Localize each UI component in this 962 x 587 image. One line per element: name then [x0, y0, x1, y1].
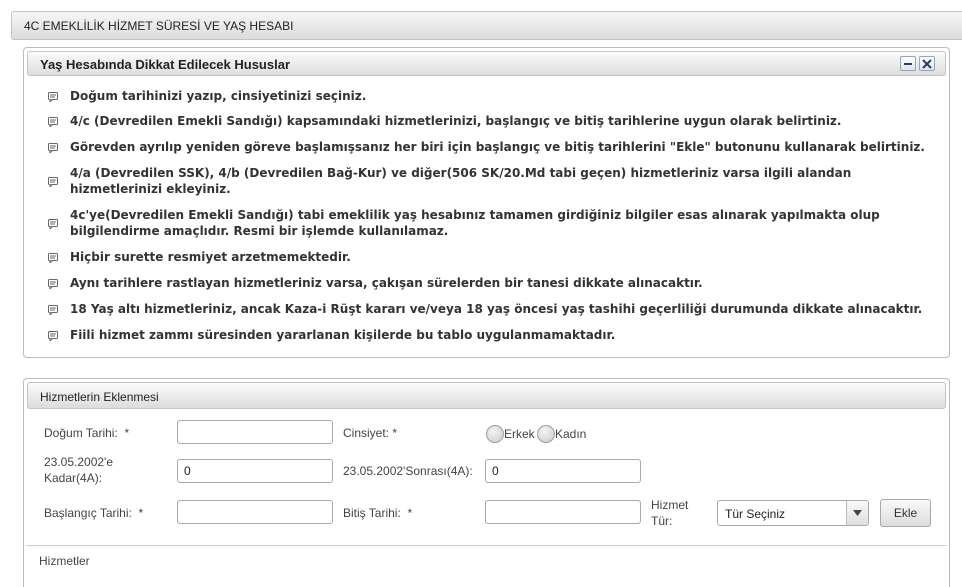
- notice-list: [24, 48, 949, 357]
- notice-text: Doğum tarihinizi yazıp, cinsiyetinizi seçiniz.: [70, 89, 367, 103]
- gender-label: [343, 426, 397, 441]
- comment-icon: [48, 279, 58, 289]
- add-button[interactable]: Ekle: [880, 499, 931, 527]
- until-2002-label-line2: Kadar(4A):: [44, 471, 103, 485]
- notice-text: 4/a (Devredilen SSK), 4/b (Devredilen Bağ-Kur) ve diğer(506 SK/20.Md tabi geçen) hizmetleriniz varsa ilgili alandan hizmetlerinizi ekleyiniz.: [70, 166, 852, 196]
- notice-panel-title: Yaş Hesabında Dikkat Edilecek Hususlar: [40, 57, 291, 72]
- service-type-select[interactable]: [717, 500, 869, 526]
- comment-icon: [48, 177, 58, 187]
- comment-icon: [48, 331, 58, 341]
- service-type-label-line1: Hizmet: [651, 498, 689, 512]
- chevron-down-icon: [853, 510, 862, 516]
- service-type-label-line2: Tür:: [651, 514, 673, 528]
- notice-text: Aynı tarihlere rastlayan hizmetleriniz varsa, çakışan sürelerden bir tanesi dikkate alınacaktır.: [70, 276, 703, 290]
- end-date-input[interactable]: [485, 500, 641, 524]
- notice-text: 18 Yaş altı hizmetleriniz, ancak Kaza-i Rüşt kararı ve/veya 18 yaş öncesi yaş tashihi geçerliliği durumunda dikkate alınacaktır.: [70, 302, 923, 316]
- comment-icon: [48, 305, 58, 315]
- service-type-selected: Tür Seçiniz: [725, 507, 786, 521]
- comment-icon: [48, 253, 58, 263]
- service-panel-title: Hizmetlerin Eklenmesi: [40, 390, 159, 404]
- end-date-label-text: Bitiş Tarihi:: [343, 506, 401, 520]
- page-header: [11, 11, 962, 40]
- after-2002-input[interactable]: [485, 459, 641, 483]
- page-title: 4C EMEKLİLİK HİZMET SÜRESİ VE YAŞ HESABI: [24, 19, 294, 33]
- start-date-label: [44, 506, 143, 521]
- birth-date-label-text: Doğum Tarihi:: [44, 426, 118, 440]
- notice-text: Görevden ayrılıp yeniden göreve başlamışsanız her biri için başlangıç ve bitiş tarihlerini "Ekle" butonunu kullanarak belirtiniz.: [70, 140, 925, 154]
- start-date-label-text: Başlangıç Tarihi:: [44, 506, 132, 520]
- notice-text: Hiçbir surette resmiyet arzetmemektedir.: [70, 250, 351, 264]
- gender-radio-kadin[interactable]: [537, 425, 555, 443]
- service-panel: [23, 378, 950, 587]
- service-panel-header: [27, 382, 946, 409]
- end-date-label: [343, 506, 412, 521]
- gender-option-kadin: Kadın: [555, 427, 587, 441]
- birth-date-label: [44, 426, 129, 441]
- comment-icon: [48, 117, 58, 127]
- notice-text: 4c'ye(Devredilen Emekli Sandığı) tabi emeklilik yaş hesabınız tamamen girdiğiniz bilgiler esas alınarak yapılmakta olup bilgilendirme amaçlıdır. Resmi bir işlemde kullanılamaz.: [70, 208, 880, 238]
- required-marker: *: [407, 506, 413, 520]
- birth-date-input[interactable]: [177, 420, 333, 444]
- until-2002-input[interactable]: [177, 459, 333, 483]
- notice-text: Fiili hizmet zammı süresinden yararlanan kişilerde bu tablo uygulanmamaktadır.: [70, 328, 616, 342]
- after-2002-label: 23.05.2002'Sonrası(4A):: [343, 464, 473, 478]
- gender-radio-erkek[interactable]: [486, 425, 504, 443]
- comment-icon: [48, 143, 58, 153]
- comment-icon: [48, 219, 58, 229]
- gender-label-text: Cinsiyet:: [343, 426, 390, 440]
- dropdown-arrow[interactable]: [846, 501, 868, 525]
- until-2002-label-line1: 23.05.2002'e: [44, 455, 114, 469]
- required-marker: *: [124, 426, 130, 440]
- gender-option-erkek: Erkek: [504, 427, 535, 441]
- required-marker: *: [392, 426, 398, 440]
- notice-panel: [23, 47, 950, 358]
- required-marker: *: [138, 506, 144, 520]
- services-heading: Hizmetler: [39, 554, 90, 568]
- notice-text: 4/c (Devredilen Emekli Sandığı) kapsamındaki hizmetlerinizi, başlangıç ve bitiş tarihlerine uygun olarak belirtiniz.: [70, 114, 842, 128]
- comment-icon: [48, 92, 58, 102]
- divider: [26, 545, 947, 546]
- start-date-input[interactable]: [177, 500, 333, 524]
